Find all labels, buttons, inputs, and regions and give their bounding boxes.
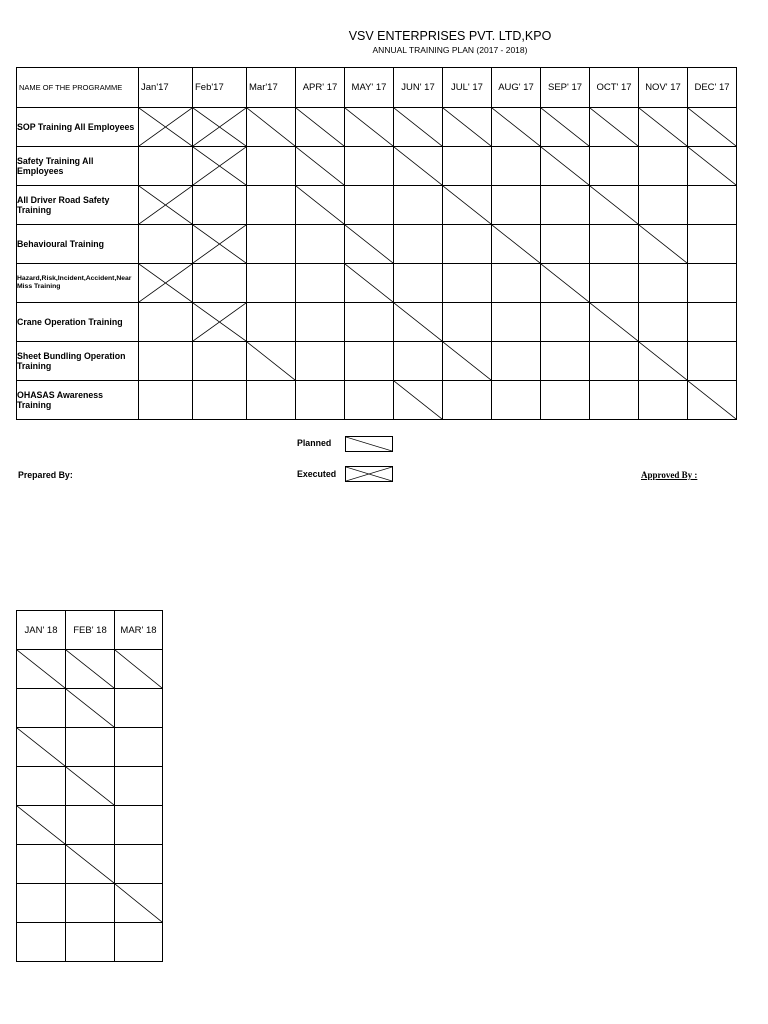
schedule-cell	[193, 303, 247, 342]
month-header: JUL' 17	[443, 68, 492, 108]
schedule-cell	[688, 147, 737, 186]
planned-mark	[115, 650, 162, 688]
schedule-cell	[115, 767, 163, 806]
schedule-cell	[139, 342, 193, 381]
month-header: Jan'17	[139, 68, 193, 108]
planned-mark	[17, 806, 65, 844]
schedule-cell	[193, 264, 247, 303]
schedule-cell	[193, 381, 247, 420]
table-row	[17, 884, 163, 923]
schedule-cell	[115, 923, 163, 962]
schedule-cell	[345, 147, 394, 186]
planned-mark	[66, 650, 114, 688]
planned-mark	[639, 108, 687, 146]
schedule-cell	[66, 845, 115, 884]
month-header: FEB' 18	[66, 611, 115, 650]
schedule-cell	[492, 225, 541, 264]
approved-by-label: Approved By :	[641, 470, 698, 480]
planned-mark	[443, 108, 491, 146]
schedule-cell	[139, 186, 193, 225]
schedule-cell	[193, 342, 247, 381]
schedule-cell	[394, 342, 443, 381]
schedule-cell	[590, 342, 639, 381]
schedule-cell	[193, 108, 247, 147]
schedule-cell	[247, 264, 296, 303]
schedule-cell	[296, 147, 345, 186]
schedule-cell	[541, 186, 590, 225]
planned-mark	[345, 264, 393, 302]
planned-mark	[394, 303, 442, 341]
planned-mark	[66, 767, 114, 805]
programme-name: OHASAS Awareness Training	[17, 381, 139, 420]
table-row	[17, 845, 163, 884]
schedule-cell	[590, 108, 639, 147]
planned-mark	[247, 342, 295, 380]
table-row	[17, 650, 163, 689]
schedule-cell	[492, 108, 541, 147]
planned-mark	[345, 108, 393, 146]
schedule-cell	[193, 147, 247, 186]
schedule-cell	[394, 303, 443, 342]
header-row	[17, 68, 737, 108]
schedule-cell	[541, 225, 590, 264]
table-row	[17, 342, 737, 381]
schedule-cell	[17, 689, 66, 728]
schedule-cell	[345, 186, 394, 225]
schedule-cell	[443, 147, 492, 186]
executed-mark	[193, 303, 246, 341]
programme-name: Crane Operation Training	[17, 303, 139, 342]
schedule-cell	[296, 225, 345, 264]
month-header: JUN' 17	[394, 68, 443, 108]
schedule-cell	[193, 225, 247, 264]
month-header: MAR' 18	[115, 611, 163, 650]
schedule-cell	[115, 689, 163, 728]
planned-mark	[66, 689, 114, 727]
schedule-cell	[345, 108, 394, 147]
prepared-by-label: Prepared By:	[18, 470, 73, 480]
planned-mark	[492, 225, 540, 263]
schedule-cell	[247, 147, 296, 186]
month-header: APR' 17	[296, 68, 345, 108]
planned-mark	[345, 225, 393, 263]
schedule-cell	[115, 806, 163, 845]
planned-legend-swatch	[345, 436, 393, 452]
table-row	[17, 923, 163, 962]
planned-mark	[639, 225, 687, 263]
schedule-cell	[590, 303, 639, 342]
schedule-cell	[492, 186, 541, 225]
schedule-cell	[688, 108, 737, 147]
planned-mark	[394, 147, 442, 185]
schedule-cell	[443, 108, 492, 147]
executed-mark	[193, 225, 246, 263]
programme-name: All Driver Road Safety Training	[17, 186, 139, 225]
schedule-cell	[590, 147, 639, 186]
executed-legend-swatch	[345, 466, 393, 482]
schedule-cell	[639, 147, 688, 186]
planned-mark	[688, 108, 736, 146]
month-header: Mar'17	[247, 68, 296, 108]
schedule-cell	[394, 264, 443, 303]
schedule-cell	[688, 303, 737, 342]
table-row	[17, 225, 737, 264]
schedule-cell	[115, 650, 163, 689]
schedule-cell	[66, 923, 115, 962]
planned-mark	[688, 147, 736, 185]
schedule-cell	[17, 884, 66, 923]
schedule-cell	[17, 806, 66, 845]
planned-mark	[688, 381, 736, 419]
schedule-cell	[139, 108, 193, 147]
schedule-cell	[345, 264, 394, 303]
schedule-cell	[492, 342, 541, 381]
planned-mark	[247, 108, 295, 146]
schedule-cell	[296, 342, 345, 381]
company-title: VSV ENTERPRISES PVT. LTD,KPO	[348, 29, 552, 43]
schedule-cell	[115, 884, 163, 923]
table-row	[17, 264, 737, 303]
schedule-cell	[115, 728, 163, 767]
planned-mark	[17, 728, 65, 766]
executed-mark	[139, 186, 192, 224]
schedule-cell	[492, 303, 541, 342]
schedule-cell	[193, 186, 247, 225]
schedule-cell	[115, 845, 163, 884]
planned-mark	[443, 342, 491, 380]
schedule-cell	[66, 806, 115, 845]
schedule-cell	[247, 381, 296, 420]
executed-mark	[193, 108, 246, 146]
schedule-cell	[139, 303, 193, 342]
schedule-cell	[688, 381, 737, 420]
schedule-cell	[139, 225, 193, 264]
schedule-cell	[639, 381, 688, 420]
schedule-cell	[66, 884, 115, 923]
training-plan-continuation-table	[16, 610, 163, 962]
planned-mark	[443, 186, 491, 224]
planned-mark	[296, 186, 344, 224]
schedule-cell	[541, 147, 590, 186]
schedule-cell	[443, 264, 492, 303]
schedule-cell	[17, 728, 66, 767]
header-row	[17, 611, 163, 650]
table-row	[17, 108, 737, 147]
programme-name: Behavioural Training	[17, 225, 139, 264]
schedule-cell	[590, 381, 639, 420]
schedule-cell	[590, 186, 639, 225]
table-row	[17, 728, 163, 767]
schedule-cell	[394, 225, 443, 264]
schedule-cell	[345, 342, 394, 381]
schedule-cell	[541, 303, 590, 342]
schedule-cell	[66, 767, 115, 806]
programme-name: Hazard,Risk,Incident,Accident,Near Miss Training	[17, 264, 139, 303]
schedule-cell	[394, 108, 443, 147]
schedule-cell	[541, 264, 590, 303]
planned-mark	[17, 650, 65, 688]
schedule-cell	[139, 381, 193, 420]
table-row	[17, 806, 163, 845]
planned-mark	[296, 108, 344, 146]
schedule-cell	[345, 381, 394, 420]
schedule-cell	[66, 689, 115, 728]
planned-mark	[66, 845, 114, 883]
schedule-cell	[639, 264, 688, 303]
planned-mark	[492, 108, 540, 146]
schedule-cell	[139, 147, 193, 186]
month-header: SEP' 17	[541, 68, 590, 108]
month-header: DEC' 17	[688, 68, 737, 108]
schedule-cell	[17, 650, 66, 689]
schedule-cell	[139, 264, 193, 303]
planned-mark	[541, 108, 589, 146]
month-header: OCT' 17	[590, 68, 639, 108]
table-row	[17, 303, 737, 342]
schedule-cell	[639, 225, 688, 264]
schedule-cell	[247, 303, 296, 342]
schedule-cell	[247, 342, 296, 381]
schedule-cell	[296, 108, 345, 147]
planned-mark	[394, 381, 442, 419]
planned-mark	[639, 342, 687, 380]
programme-name: SOP Training All Employees	[17, 108, 139, 147]
planned-mark	[394, 108, 442, 146]
schedule-cell	[394, 381, 443, 420]
table-row	[17, 186, 737, 225]
month-header: NOV' 17	[639, 68, 688, 108]
planned-mark	[541, 264, 589, 302]
programme-name: Safety Training All Employees	[17, 147, 139, 186]
schedule-cell	[688, 186, 737, 225]
schedule-cell	[639, 186, 688, 225]
schedule-cell	[17, 767, 66, 806]
table-row	[17, 767, 163, 806]
schedule-cell	[247, 225, 296, 264]
table-row	[17, 689, 163, 728]
programme-name: Sheet Bundling Operation Training	[17, 342, 139, 381]
planned-mark	[590, 108, 638, 146]
executed-mark	[139, 108, 192, 146]
table-row	[17, 147, 737, 186]
schedule-cell	[394, 147, 443, 186]
schedule-cell	[66, 650, 115, 689]
schedule-cell	[443, 225, 492, 264]
month-header: Feb'17	[193, 68, 247, 108]
schedule-cell	[247, 186, 296, 225]
schedule-cell	[541, 342, 590, 381]
training-plan-table	[16, 67, 737, 420]
planned-mark	[590, 303, 638, 341]
schedule-cell	[296, 264, 345, 303]
schedule-cell	[492, 264, 541, 303]
month-header: MAY' 17	[345, 68, 394, 108]
planned-mark	[296, 147, 344, 185]
schedule-cell	[688, 264, 737, 303]
schedule-cell	[443, 381, 492, 420]
table-row	[17, 381, 737, 420]
planned-mark	[115, 884, 162, 922]
schedule-cell	[296, 381, 345, 420]
schedule-cell	[296, 186, 345, 225]
planned-mark	[590, 186, 638, 224]
month-header: JAN' 18	[17, 611, 66, 650]
schedule-cell	[541, 381, 590, 420]
schedule-cell	[296, 303, 345, 342]
schedule-cell	[688, 342, 737, 381]
planned-legend-label: Planned	[297, 438, 332, 448]
schedule-cell	[17, 923, 66, 962]
schedule-cell	[590, 225, 639, 264]
month-header: AUG' 17	[492, 68, 541, 108]
schedule-cell	[688, 225, 737, 264]
schedule-cell	[541, 108, 590, 147]
schedule-cell	[443, 186, 492, 225]
schedule-cell	[492, 147, 541, 186]
programme-column-header: NAME OF THE PROGRAMME	[17, 68, 139, 108]
schedule-cell	[345, 303, 394, 342]
plan-subtitle: ANNUAL TRAINING PLAN (2017 - 2018)	[372, 45, 528, 55]
schedule-cell	[639, 342, 688, 381]
planned-mark	[541, 147, 589, 185]
schedule-cell	[639, 303, 688, 342]
schedule-cell	[492, 381, 541, 420]
schedule-cell	[639, 108, 688, 147]
schedule-cell	[17, 845, 66, 884]
schedule-cell	[443, 342, 492, 381]
executed-mark	[193, 147, 246, 185]
executed-mark	[139, 264, 192, 302]
schedule-cell	[590, 264, 639, 303]
schedule-cell	[66, 728, 115, 767]
schedule-cell	[394, 186, 443, 225]
schedule-cell	[345, 225, 394, 264]
schedule-cell	[247, 108, 296, 147]
executed-legend-label: Executed	[297, 469, 337, 479]
schedule-cell	[443, 303, 492, 342]
